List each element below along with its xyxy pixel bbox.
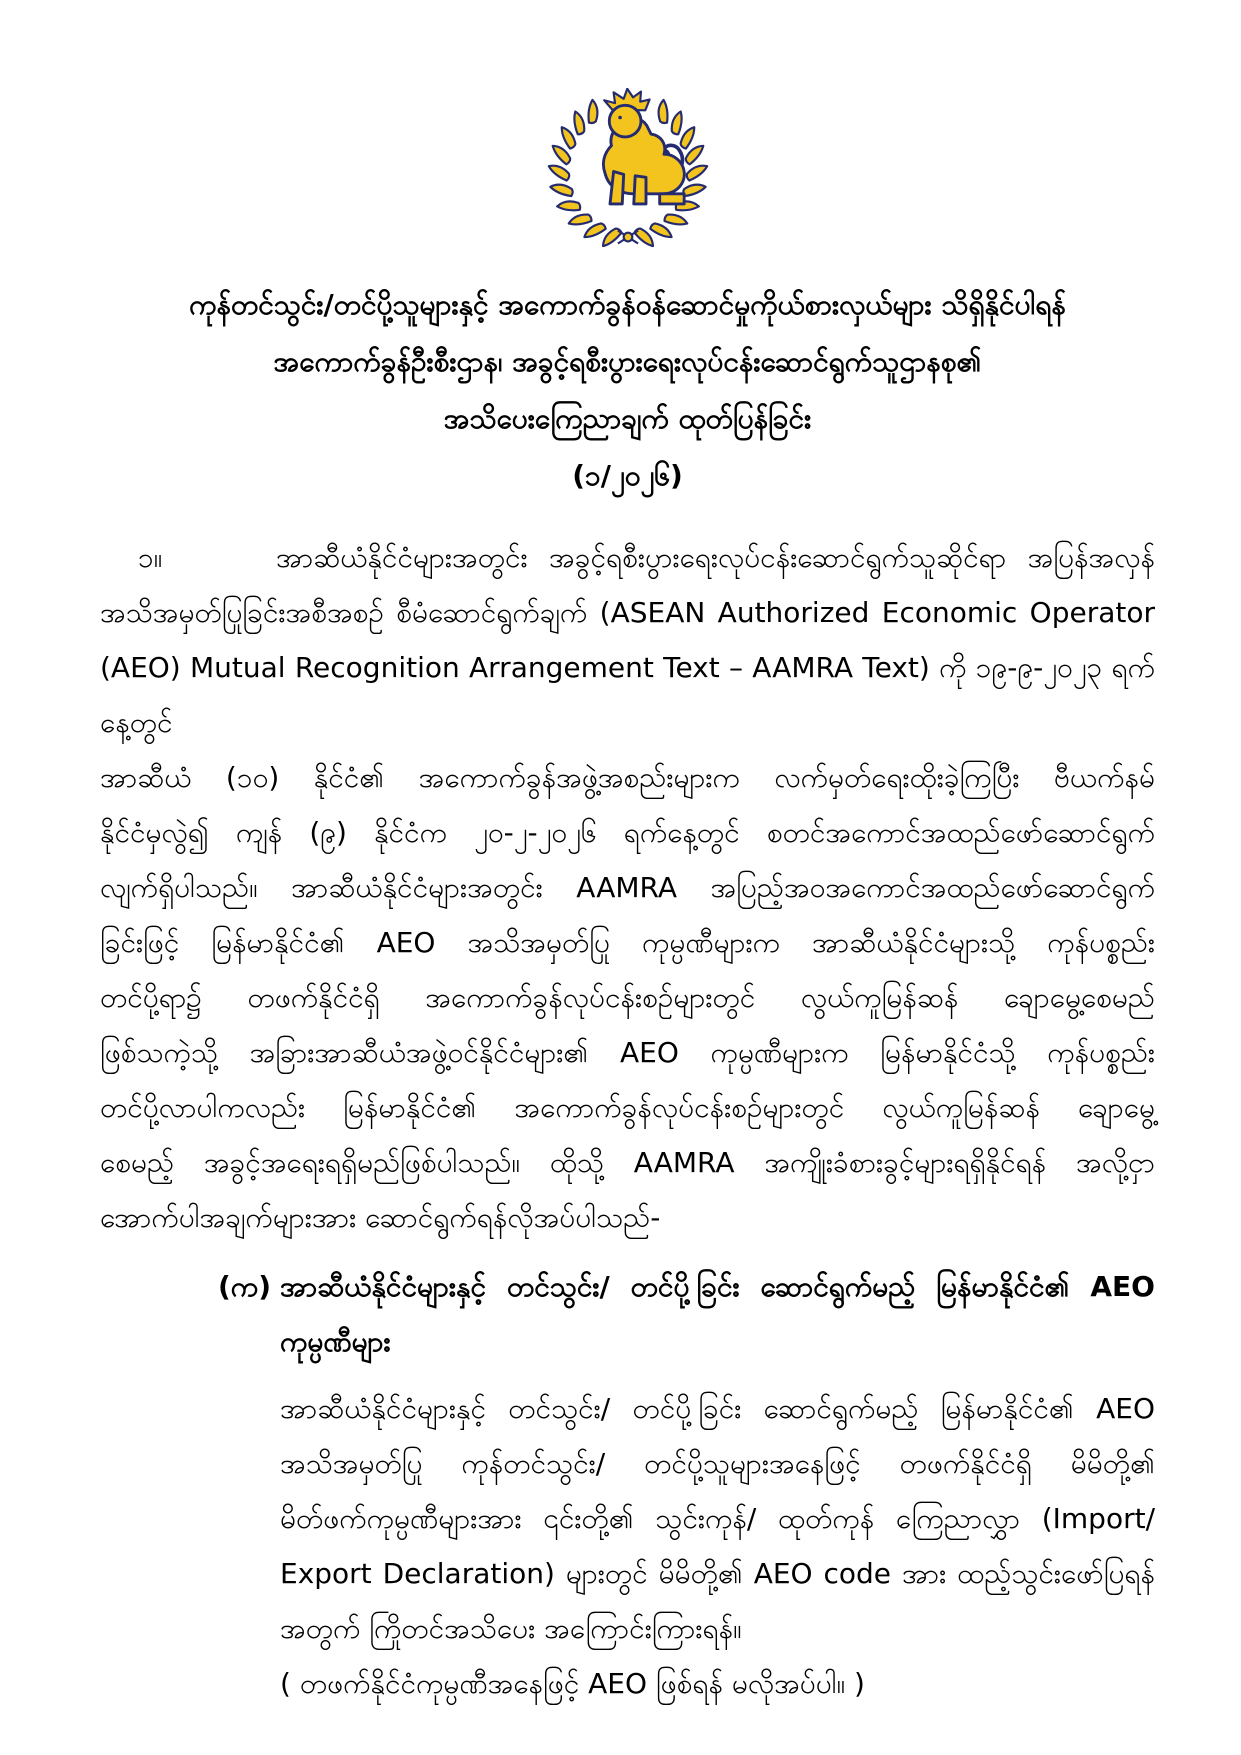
paragraph-1-line: ခြင်းဖြင့် မြန်မာနိုင်ငံ၏ AEO အသိအမှတ်ပြု ကုမ္ပဏီများက အာဆီယံနိုင်ငံများသို့ ကုန်ပစ္စည်း [100,926,1155,959]
paragraph-1-line: အာဆီယံ (၁၀) နိုင်ငံ၏ အကောက်ခွန်အဖွဲ့အစည်းများက လက်မှတ်ရေးထိုးခဲ့ကြပြီး ဗီယက်နမ် [100,761,1155,794]
paragraph-1-line: အသိအမှတ်ပြုခြင်းအစီအစဉ် စီမံဆောင်ရွက်ချက် (ASEAN Authorized Economic Operator [100,596,1155,629]
section-ka-body-line: အသိအမှတ်ပြု ကုန်တင်သွင်း/ တင်ပို့သူများအနေဖြင့် တဖက်နိုင်ငံရှိ မိမိတို့၏ [280,1447,1155,1480]
paragraph-1-line: နိုင်ငံမှလွဲ၍ ကျန် (၉) နိုင်ငံက ၂၀-၂-၂၀၂၆ ရက်နေ့တွင် စတင်အကောင်အထည်ဖော်ဆောင်ရွက် [100,816,1155,849]
section-ka-heading-line: ကုမ္ပဏီများ [280,1325,391,1358]
document-title [100,276,1155,504]
title-line-2: အကောက်ခွန်ဦးစီးဌာန၊ အခွင့်ရစီးပွားရေးလုပ်ငန်းဆောင်ရွက်သူဌာနစု၏ [273,345,982,378]
paragraph-1-line: စေမည့် အခွင့်အရေးရရှိမည်ဖြစ်ပါသည်။ ထိုသို့ AAMRA အကျိုးခံစားခွင့်များရရှိနိုင်ရန် အလို့ငှာ [100,1146,1155,1179]
section-ka-label: (က) [218,1270,271,1303]
section-ka-heading-line: အာဆီယံနိုင်ငံများနှင့် တင်သွင်း/ တင်ပို့ခြင်း ဆောင်ရွက်မည့် မြန်မာနိုင်ငံ၏ AEO [280,1270,1155,1303]
paragraph-1-line: (AEO) Mutual Recognition Arrangement Text – AAMRA Text) ကို ၁၉-၉-၂၀၂၃ ရက်နေ့တွင် [100,651,1155,739]
section-ka-note: ( တဖက်နိုင်ငံကုမ္ပဏီအနေဖြင့် AEO ဖြစ်ရန် မလိုအပ်ပါ။ ) [280,1667,865,1700]
title-reference-number: (၁/၂၀၂၆) [572,459,683,492]
paragraph-1-line: ၁။ အာဆီယံနိုင်ငံများအတွင်း အခွင့်ရစီးပွားရေးလုပ်ငန်းဆောင်ရွက်သူဆိုင်ရာ အပြန်အလှန် [100,530,1155,585]
paragraph-1-line: ဖြစ်သကဲ့သို့ အခြားအာဆီယံအဖွဲ့ဝင်နိုင်ငံများ၏ AEO ကုမ္ပဏီများက မြန်မာနိုင်ငံသို့ ကုန်ပစ္စည်း [100,1036,1155,1069]
paragraph-1 [100,530,1155,1245]
section-ka-body-line: Export Declaration) များတွင် မိမိတို့၏ AEO code အား ထည့်သွင်းဖော်ပြရန် [280,1557,1155,1590]
paragraph-number: ၁။ [138,541,163,574]
section-ka-body [280,1381,1155,1711]
section-ka-body-line: မိတ်ဖက်ကုမ္ပဏီများအား ၎င်းတို့၏ သွင်းကုန်/ ထုတ်ကုန် ကြေညာလွှာ (Import/ [280,1502,1155,1535]
chinthe-seal-icon [520,88,736,250]
paragraph-1-line: အောက်ပါအချက်များအား ဆောင်ရွက်ရန်လိုအပ်ပါသည်- [100,1201,661,1234]
section-ka-heading [218,1259,1155,1369]
section-ka-body-line: အတွက် ကြိုတင်အသိပေး အကြောင်းကြားရန်။ [280,1612,742,1645]
paragraph-1-line: လျက်ရှိပါသည်။ အာဆီယံနိုင်ငံများအတွင်း AAMRA အပြည့်အဝအကောင်အထည်ဖော်ဆောင်ရွက် [100,871,1155,904]
title-line-1: ကုန်တင်သွင်း/တင်ပို့သူများနှင့် အကောက်ခွန်ဝန်ဆောင်မှုကိုယ်စားလှယ်များ သိရှိနိုင်ပါရန် [189,288,1066,321]
title-line-3: အသိပေးကြေညာချက် ထုတ်ပြန်ခြင်း [443,402,812,435]
section-ka-body-line: အာဆီယံနိုင်ငံများနှင့် တင်သွင်း/ တင်ပို့ခြင်း ဆောင်ရွက်မည့် မြန်မာနိုင်ငံ၏ AEO [280,1392,1155,1425]
paragraph-1-line: တင်ပို့လာပါကလည်း မြန်မာနိုင်ငံ၏ အကောက်ခွန်လုပ်ငန်းစဉ်များတွင် လွယ်ကူမြန်ဆန် ချောမွေ့ [100,1091,1155,1124]
emblem-container [100,88,1155,250]
paragraph-1-line: တင်ပို့ရာ၌ တဖက်နိုင်ငံရှိ အကောက်ခွန်လုပ်ငန်းစဉ်များတွင် လွယ်ကူမြန်ဆန် ချောမွေ့စေမည် [100,981,1155,1014]
